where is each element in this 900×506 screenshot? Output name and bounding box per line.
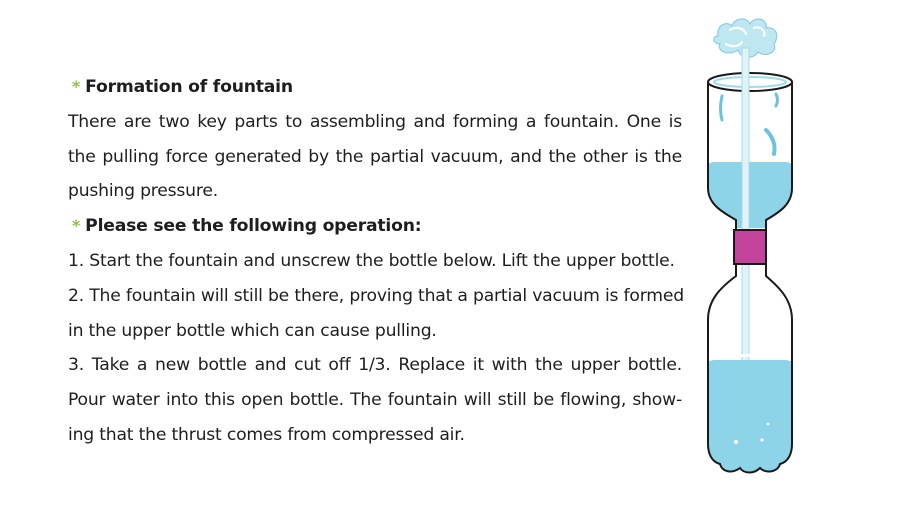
formation-title: Formation of fountain <box>85 77 293 97</box>
formation-line-2: the pulling force generated by the partial vacuum, and the other is the <box>68 146 682 167</box>
formation-line-3: pushing pressure. <box>68 181 218 202</box>
upper-bottle <box>708 73 792 230</box>
text-content <box>68 70 682 453</box>
green-star-bullet-icon: * <box>72 216 81 236</box>
operation-line-4: 3. Take a new bottle and cut off 1/3. Replace it with the upper bottle. <box>68 355 682 376</box>
operation-line-3: in the upper bottle which can cause pulling. <box>68 320 437 341</box>
operation-line-2: 2. The fountain will still be there, proving that a partial vacuum is formed <box>68 285 684 306</box>
operation-heading <box>68 209 682 244</box>
operation-line-1: 1. Start the fountain and unscrew the bottle below. Lift the upper bottle. <box>68 250 675 271</box>
operation-line-6: ing that the thrust comes from compressed air. <box>68 424 465 445</box>
lower-bottle <box>708 264 792 473</box>
formation-line-1: There are two key parts to assembling and forming a fountain. One is <box>68 111 682 132</box>
formation-heading <box>68 70 682 105</box>
operation-line-5: Pour water into this open bottle. The fountain will still be flowing, show- <box>68 390 682 411</box>
green-star-bullet-icon: * <box>72 77 81 96</box>
operation-title: Please see the following operation: <box>85 216 422 237</box>
bottle-connector <box>734 230 766 264</box>
fountain-bottle-illustration <box>696 14 806 484</box>
